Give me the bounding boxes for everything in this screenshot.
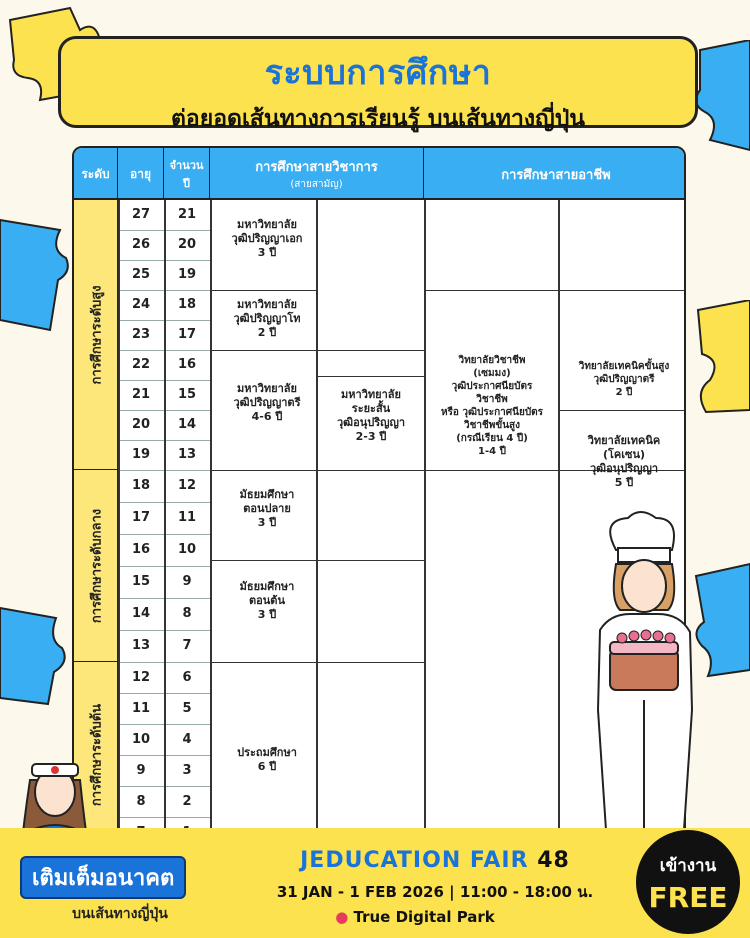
program-line: ตอนปลาย bbox=[243, 502, 291, 515]
program-line: 4-6 ปี bbox=[251, 410, 283, 423]
brand-logo bbox=[20, 856, 220, 925]
years-cell: 15 bbox=[177, 387, 197, 402]
program-junior-college bbox=[318, 388, 424, 444]
program-line: วุฒิปริญญาเอก bbox=[231, 232, 303, 245]
age-cell: 15 bbox=[131, 574, 151, 589]
program-line: มหาวิทยาลัย bbox=[341, 388, 401, 401]
years-cell: 3 bbox=[182, 762, 192, 778]
program-line: (โคเซน) bbox=[602, 448, 646, 461]
age-cell: 24 bbox=[131, 297, 151, 312]
header-vocational: การศึกษาสายอาชีพ bbox=[501, 167, 611, 183]
program-line: (กรณีเรียน 4 ปี) bbox=[456, 433, 528, 444]
badge-line1: เข้างาน bbox=[659, 856, 717, 876]
puzzle-piece-decoration bbox=[0, 210, 72, 340]
years-cell: 20 bbox=[177, 237, 197, 252]
program-line: 2 ปี bbox=[615, 387, 633, 398]
years-cell: 7 bbox=[182, 638, 192, 653]
program-divider bbox=[210, 560, 424, 561]
program-line: 2 ปี bbox=[257, 326, 277, 339]
column-divider bbox=[558, 200, 560, 846]
fair-time: 11:00 - 18:00 น. bbox=[459, 883, 594, 901]
age-cell: 11 bbox=[131, 700, 151, 716]
header-age: อายุ bbox=[118, 148, 164, 200]
age-cell: 10 bbox=[131, 731, 151, 747]
program-line: ระยะสั้น bbox=[351, 402, 391, 415]
fair-title bbox=[270, 848, 600, 873]
years-cell: 4 bbox=[182, 731, 192, 747]
fair-venue bbox=[300, 908, 530, 926]
program-line: 6 ปี bbox=[257, 760, 277, 773]
age-cell: 9 bbox=[136, 762, 146, 778]
age-cell: 14 bbox=[131, 606, 151, 621]
header-academic-sub: (สายสามัญ) bbox=[290, 179, 343, 190]
program-upper-secondary bbox=[214, 488, 320, 530]
header-academic bbox=[210, 148, 424, 200]
date-separator: | bbox=[449, 883, 460, 901]
age-cell: 8 bbox=[136, 793, 146, 809]
program-line: วุฒิประกาศนียบัตร bbox=[451, 381, 533, 392]
program-divider bbox=[316, 376, 424, 377]
program-line: 2-3 ปี bbox=[355, 430, 387, 443]
program-line: 3 ปี bbox=[257, 608, 277, 621]
fair-name: JEDUCATION FAIR bbox=[300, 848, 529, 873]
venue-name: True Digital Park bbox=[353, 908, 495, 926]
program-line: มหาวิทยาลัย bbox=[237, 218, 297, 231]
years-cell: 21 bbox=[177, 207, 197, 222]
page-title: ระบบการศึกษา bbox=[264, 53, 492, 93]
fair-number: 48 bbox=[537, 848, 570, 873]
years-cell: 13 bbox=[177, 447, 197, 462]
program-line: (เซมมง) bbox=[473, 368, 511, 379]
age-cell: 21 bbox=[131, 387, 151, 402]
program-line: วิชาชีพ bbox=[476, 394, 508, 405]
program-divider bbox=[210, 350, 424, 351]
program-line: วิทยาลัยเทคนิค bbox=[587, 434, 661, 447]
badge-line2: FREE bbox=[648, 881, 728, 914]
program-line: วุฒิอนุปริญญา bbox=[336, 416, 406, 429]
level-higher-label: การศึกษาระดับสูง bbox=[89, 284, 104, 385]
header-years: จำนวนปี bbox=[164, 148, 210, 200]
age-cell: 25 bbox=[131, 267, 151, 282]
chef-illustration bbox=[580, 510, 710, 830]
column-divider bbox=[210, 200, 212, 846]
fair-date-time bbox=[250, 880, 620, 904]
level-higher bbox=[74, 200, 118, 470]
program-line: ตอนต้น bbox=[249, 594, 285, 607]
program-kosen bbox=[560, 434, 686, 490]
years-cell: 10 bbox=[177, 542, 197, 557]
age-cell: 16 bbox=[131, 542, 151, 557]
program-line: วิทยาลัยวิชาชีพ bbox=[458, 355, 526, 366]
years-cell: 14 bbox=[177, 417, 197, 432]
years-cell: 19 bbox=[177, 267, 197, 282]
header-level: ระดับ bbox=[74, 148, 118, 200]
header-academic-label: การศึกษาสายวิชาการ bbox=[255, 160, 378, 175]
program-master bbox=[214, 298, 320, 340]
program-divider bbox=[210, 662, 424, 663]
brand-main-text: เติมเต็มอนาคต bbox=[20, 856, 186, 899]
program-lower-secondary bbox=[214, 580, 320, 622]
program-divider bbox=[210, 290, 316, 291]
age-cell: 27 bbox=[131, 207, 151, 222]
program-line: ประถมศึกษา bbox=[237, 746, 297, 759]
program-line: 3 ปี bbox=[257, 246, 277, 259]
years-cell: 17 bbox=[177, 327, 197, 342]
free-entry-badge bbox=[636, 830, 740, 934]
program-line: วุฒิอนุปริญญา bbox=[589, 462, 659, 475]
program-doctorate bbox=[214, 218, 320, 260]
level-middle-label: การศึกษาระดับกลาง bbox=[89, 508, 104, 623]
program-senmon bbox=[426, 354, 558, 458]
puzzle-piece-decoration bbox=[690, 40, 750, 160]
program-advanced-tech bbox=[560, 360, 686, 399]
program-bachelor bbox=[214, 382, 320, 424]
age-cell: 13 bbox=[131, 638, 151, 653]
years-cell: 18 bbox=[177, 297, 197, 312]
program-line: มัธยมศึกษา bbox=[239, 488, 295, 501]
table-header bbox=[74, 148, 686, 200]
years-cell: 9 bbox=[182, 574, 192, 589]
age-cell: 22 bbox=[131, 357, 151, 372]
fair-date: 31 JAN - 1 FEB 2026 bbox=[276, 883, 444, 901]
program-line: มหาวิทยาลัย bbox=[237, 298, 297, 311]
title-banner bbox=[58, 36, 698, 132]
column-divider bbox=[424, 200, 426, 846]
program-primary bbox=[214, 746, 320, 774]
puzzle-piece-decoration bbox=[686, 300, 750, 420]
age-cell: 19 bbox=[131, 447, 151, 462]
page-subtitle: ต่อยอดเส้นทางการเรียนรู้ บนเส้นทางญี่ปุ่น bbox=[170, 106, 586, 132]
program-line: วุฒิปริญญาตรี bbox=[233, 396, 301, 409]
program-line: มหาวิทยาลัย bbox=[237, 382, 297, 395]
puzzle-piece-decoration bbox=[0, 600, 70, 710]
program-line: มัธยมศึกษา bbox=[239, 580, 295, 593]
years-cell: 5 bbox=[182, 700, 192, 716]
program-line: 1-4 ปี bbox=[478, 446, 506, 457]
age-cell: 18 bbox=[131, 478, 151, 493]
program-line: 3 ปี bbox=[257, 516, 277, 529]
years-cell: 2 bbox=[182, 793, 192, 809]
program-line: วิทยาลัยเทคนิคขั้นสูง bbox=[578, 361, 670, 372]
level-basic-label: การศึกษาระดับต้น bbox=[89, 703, 104, 807]
age-cell: 17 bbox=[131, 510, 151, 525]
location-pin-icon: ● bbox=[335, 908, 349, 926]
years-cell: 6 bbox=[182, 669, 192, 685]
program-line: 5 ปี bbox=[614, 476, 634, 489]
program-divider bbox=[558, 410, 686, 411]
brand-sub-text: บนเส้นทางญี่ปุ่น bbox=[72, 906, 168, 922]
years-cell: 8 bbox=[182, 606, 192, 621]
years-cell: 12 bbox=[177, 478, 197, 493]
program-line: วิชาชีพขั้นสูง bbox=[463, 420, 521, 431]
years-cell: 11 bbox=[177, 510, 197, 525]
program-line: วุฒิปริญญาโท bbox=[233, 312, 301, 325]
age-cell: 23 bbox=[131, 327, 151, 342]
years-cell: 16 bbox=[177, 357, 197, 372]
level-middle bbox=[74, 470, 118, 662]
program-line: วุฒิปริญญาตรี bbox=[593, 374, 655, 385]
age-cell: 12 bbox=[131, 669, 151, 685]
program-line: หรือ วุฒิประกาศนียบัตร bbox=[440, 407, 544, 418]
program-divider bbox=[424, 290, 686, 291]
age-cell: 20 bbox=[131, 417, 151, 432]
age-cell: 26 bbox=[131, 237, 151, 252]
